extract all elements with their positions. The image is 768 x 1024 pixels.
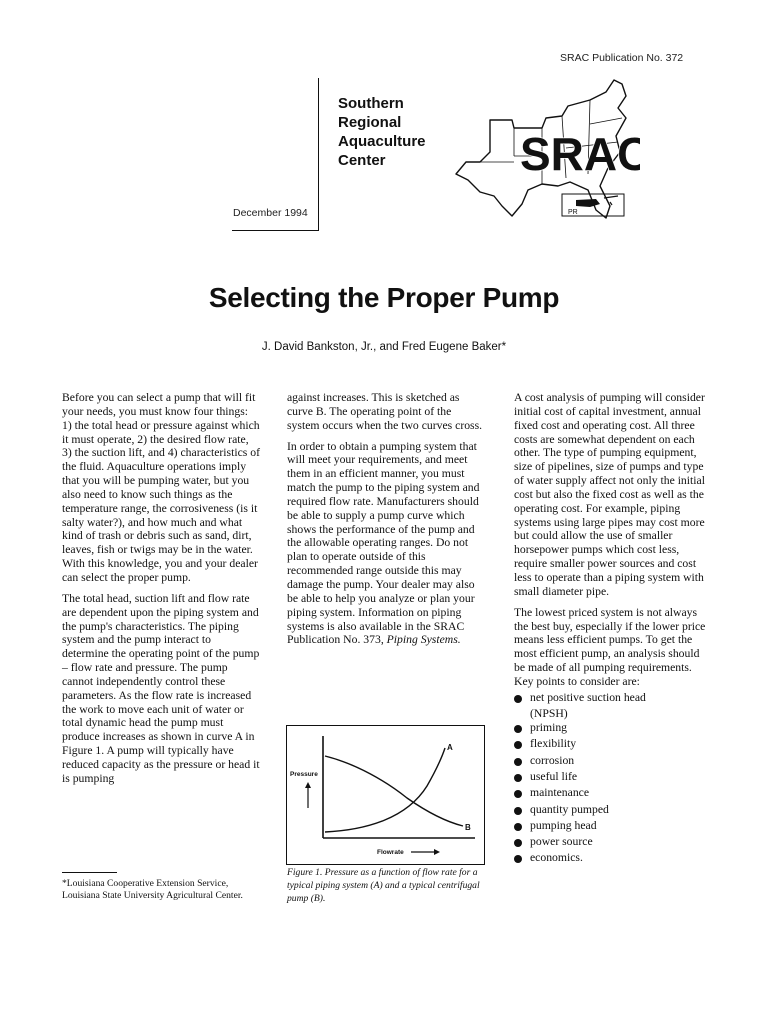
bullet-icon (514, 807, 522, 815)
authors-line: J. David Bankston, Jr., and Fred Eugene Baker* (261, 341, 507, 353)
list-item: useful life (514, 770, 708, 786)
bullet-icon (514, 695, 522, 703)
list-item: priming (514, 721, 708, 737)
org-line: Center (338, 152, 386, 169)
organization-name (338, 94, 426, 170)
paragraph: Before you can select a pump that will fit your needs, you must know four things: 1) the total head or pressure against which it must operate, 2) the desired flow rate, 3) the suction lift, and 4) characteristics of the fluid. Aquaculture operations imply that you will be pumping water, but you also need to know such things as the temperature range, the corrosiveness (is it salty water?), and how much and what kind of trash or debris such as sand, dirt, leaves, fish or twigs may be in the water. With this knowledge, you and your dealer can select the proper pump. (62, 391, 260, 584)
column-2 (287, 391, 483, 654)
footnote: *Louisiana Cooperative Extension Service, Louisiana State University Agricultural Center. (62, 878, 243, 902)
logo-pr-label: PR (568, 209, 578, 216)
figure-caption: Figure 1. Pressure as a function of flow rate for a typical piping system (A) and a typical centrifugal pump (B). (287, 867, 480, 904)
y-axis-label: Pressure (290, 771, 318, 778)
paragraph-text: In order to obtain a pumping system that will meet your requirements, and meet them in an efficient manner, you must match the pump to the piping system and required flow rate. Manufacturers should be able to supply a pump curve which shows the performance of the pump and the allowable operating ranges. Do not plan to operate outside of this recommended range outside this may damage the pump. Your dealer may also be able to help you analyze or plan your piping system. Information on piping systems is also available in the SRAC Publication No. 373, (287, 439, 480, 647)
publication-number: SRAC Publication No. 372 (560, 52, 684, 64)
bullet-icon (514, 839, 522, 847)
list-item: economics. (514, 851, 708, 867)
header-horizontal-rule (232, 230, 319, 231)
key-points-list (514, 691, 708, 868)
paragraph: The total head, suction lift and flow rate are dependent upon the piping system and the pump's characteristics. The piping system and the pump interact to determine the operating point of the pump – flow rate and pressure. The pump cannot independently control these parameters. As the flow rate is increased the work to move each unit of water or total dynamic head the pump must produce increases as shown in curve A in Figure 1. A pump will typically have reduced capacity as the pressure or head it is pumping (62, 591, 260, 785)
list-item: pumping head (514, 819, 708, 835)
bullet-icon (514, 774, 522, 782)
bullet-icon (514, 823, 522, 831)
paragraph: The lowest priced system is not always the best buy, especially if the lower price means less efficient pumps. To get the most efficient pump, an analysis should be made of all pumping requirements. Key points to consider are: (514, 605, 706, 688)
x-axis-label: Flowrate (377, 849, 404, 856)
list-item: (NPSH) (530, 707, 568, 721)
list-item: net positive suction head (514, 691, 708, 707)
paragraph: against increases. This is sketched as curve B. The operating point of the system occurs when the two curves cross. (287, 391, 483, 432)
logo-srac-text: SRAC (520, 128, 640, 180)
figure-1 (286, 725, 485, 865)
publication-date: December 1994 (233, 207, 308, 219)
bullet-icon (514, 855, 522, 863)
document-title: Selecting the Proper Pump (208, 282, 560, 313)
curve-a-label: A (447, 743, 453, 752)
bullet-icon (514, 741, 522, 749)
list-item: power source (514, 835, 708, 851)
list-item: flexibility (514, 737, 708, 753)
y-arrowhead-icon (305, 782, 311, 788)
list-item: corrosion (514, 754, 708, 770)
bullet-icon (514, 758, 522, 766)
publication-title-italic: Piping Systems. (386, 633, 461, 647)
list-item: quantity pumped (514, 803, 708, 819)
curve-a (325, 748, 445, 832)
southeast-us-map-icon (450, 78, 640, 228)
org-line: Southern (338, 95, 404, 112)
list-item: maintenance (514, 786, 708, 802)
pressure-flow-graph (287, 726, 484, 864)
footnote-rule (62, 872, 117, 873)
bullet-icon (514, 790, 522, 798)
org-line: Regional (338, 114, 402, 131)
paragraph (287, 440, 483, 648)
header-vertical-rule (318, 78, 319, 230)
bullet-icon (514, 725, 522, 733)
curve-b-label: B (465, 823, 471, 832)
paragraph: A cost analysis of pumping will consider initial cost of capital investment, annual fixed cost and operating cost. All three costs are somewhat dependent on each other. The type of pumping equipment, size of pipelines, size of pumps and type of water supply affect not only the initial cost but also the fixed cost as well as the operating cost. For example, piping systems using large pipes may cost more but could allow the use of smaller horsepower pumps which cost less, require smaller power sources and cost less to operate than a piping system with small diameter pipe. (514, 391, 705, 598)
org-line: Aquaculture (338, 133, 426, 150)
x-arrowhead-icon (434, 849, 440, 855)
column-1 (62, 391, 260, 793)
srac-map-logo (450, 78, 640, 233)
column-3 (514, 391, 708, 868)
